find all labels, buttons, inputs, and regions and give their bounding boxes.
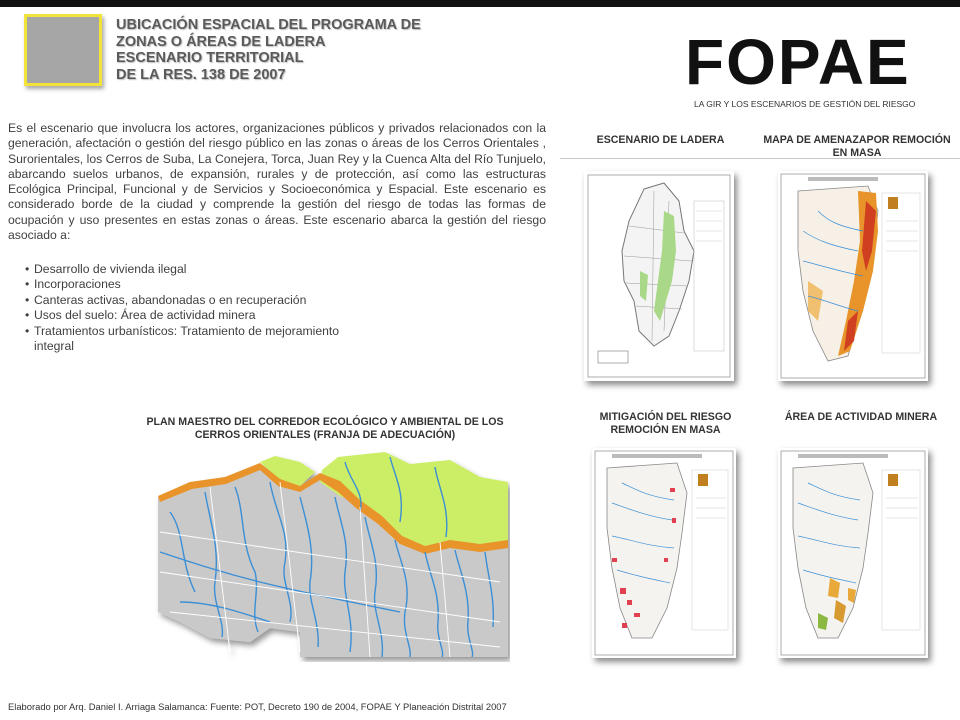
mitigacion-caption: MITIGACIÓN DEL RIESGO REMOCIÓN EN MASA	[599, 411, 732, 436]
plan-maestro-caption: PLAN MAESTRO DEL CORREDOR ECOLÓGICO Y AMBIENTAL DE LOS CERROS ORIENTALES (FRANJA DE ADECUACIÓN)	[146, 416, 504, 441]
plan-maestro-map	[150, 452, 510, 662]
top-bar	[0, 0, 960, 7]
intro-paragraph: Es el escenario que involucra los actores, organizaciones públicos y privados relacionados con la generación, afectación o gestión del riesgo público en las zonas o áreas de los Cerros Orientales , Surorientales, los Cerros de Suba, La Conejera, Torca, Juan Rey y la Cuenca Alta del Río Tunjuelo, abarcando suelos urbanos, de expansión, rurales y de protección, así como las estructuras Ecológica Principal, Funcional y de Servicios y Socioeconómica y Espacial. Este escenario es considerado borde de la ciudad y comprende la gestión del riesgo de todas las formas de ocupación y uso presentes en estas zonas o áreas. Este escenario abarca la gestión del riesgo asociado a:	[8, 121, 546, 243]
mineria-map	[778, 448, 928, 658]
list-item: • Usos del suelo: Área de actividad minera	[26, 308, 346, 323]
mitigacion-map	[592, 448, 736, 658]
list-item: • Tratamientos urbanísticos: Tratamiento de mejoramiento integral	[26, 324, 346, 355]
amenaza-map	[778, 171, 928, 381]
list-item: • Desarrollo de vivienda ilegal	[26, 262, 346, 277]
escenario-ladera-map	[584, 171, 734, 381]
list-item: • Incorporaciones	[26, 277, 346, 292]
list-item: • Canteras activas, abandonadas o en recuperación	[26, 293, 346, 308]
decorative-square	[24, 14, 102, 86]
escenario-ladera-caption: ESCENARIO DE LADERA	[596, 134, 725, 146]
title-line-3: ESCENARIO TERRITORIAL	[116, 50, 304, 66]
title-line-2: ZONAS O ÁREAS DE LADERA	[116, 33, 326, 50]
mineria-caption: ÁREA DE ACTIVIDAD MINERA	[784, 411, 938, 423]
risk-list	[26, 262, 346, 354]
footer-credit: Elaborado por Arq. Daniel I. Arriaga Salamanca: Fuente: POT, Decreto 190 de 2004, FOPAE Y Planeación Distrital 2007	[8, 701, 507, 712]
title-line-4: DE LA RES. 138 DE 2007	[116, 66, 286, 83]
fopae-logo: FOPAE	[685, 26, 911, 98]
title-line-1: UBICACIÓN ESPACIAL DEL PROGRAMA DE	[116, 17, 421, 33]
logo-tagline: LA GIR Y LOS ESCENARIOS DE GESTIÓN DEL RIESGO	[694, 99, 916, 109]
amenaza-caption: MAPA DE AMENAZAPOR REMOCIÓN EN MASA	[763, 134, 951, 159]
page-title	[116, 17, 476, 83]
